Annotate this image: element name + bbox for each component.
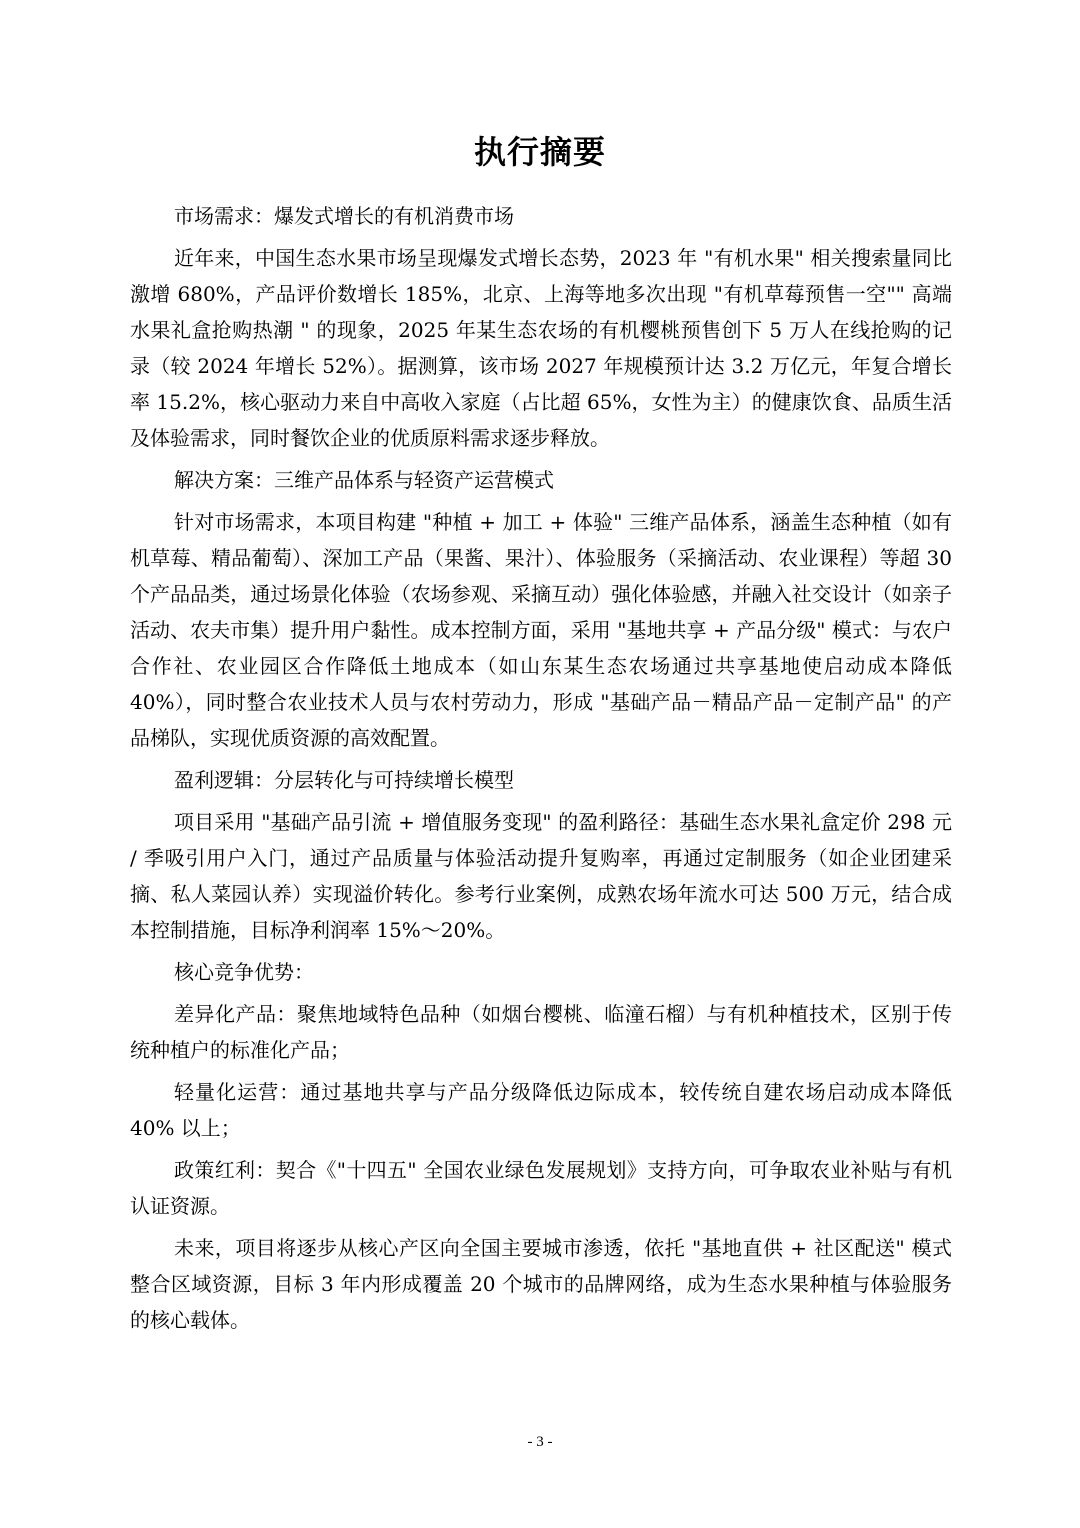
paragraph-future-outlook: 未来，项目将逐步从核心产区向全国主要城市渗透，依托 "基地直供 + 社区配送" 模式整合区域资源，目标 3 年内形成覆盖 20 个城市的品牌网络，成为生态水果种植与体验服务的核心载体。 — [130, 1236, 952, 1332]
paragraph-market-demand: 近年来，中国生态水果市场呈现爆发式增长态势，2023 年 "有机水果" 相关搜索量同比激增 680%，产品评价数增长 185%，北京、上海等地多次出现 "有机草莓预售一空"" 高端水果礼盒抢购热潮 " 的现象，2025 年某生态农场的有机樱桃预售创下 5 万人在线抢购的记录（较 2024 年增长 52%）。据测算，该市场 2027 年规模预计达 3.2 万亿元，年复合增长率 15.2%，核心驱动力来自中高收入家庭（占比超 65%，女性为主）的健康饮食、品质生活及体验需求，同时餐饮企业的优质原料需求逐步释放。 — [130, 246, 952, 450]
section-heading-market-demand: 市场需求：爆发式增长的有机消费市场 — [174, 204, 514, 228]
paragraph-solution: 针对市场需求，本项目构建 "种植 + 加工 + 体验" 三维产品体系，涵盖生态种植（如有机草莓、精品葡萄）、深加工产品（果酱、果汁）、体验服务（采摘活动、农业课程）等超 30 个产品品类，通过场景化体验（农场参观、采摘互动）强化体验感，并融入社交设计（如亲子活动、农夫市集）提升用户黏性。成本控制方面，采用 "基地共享 + 产品分级" 模式：与农户合作社、农业园区合作降低土地成本（如山东某生态农场通过共享基地使启动成本降低 40%），同时整合农业技术人员与农村劳动力，形成 "基础产品－精品产品－定制产品" 的产品梯队，实现优质资源的高效配置。 — [130, 510, 952, 750]
paragraph-profit-logic: 项目采用 "基础产品引流 + 增值服务变现" 的盈利路径：基础生态水果礼盒定价 298 元 / 季吸引用户入门，通过产品质量与体验活动提升复购率，再通过定制服务（如企业团建采摘、私人菜园认养）实现溢价转化。参考行业案例，成熟农场年流水可达 500 万元，结合成本控制措施，目标净利润率 15%～20%。 — [130, 810, 952, 942]
section-heading-core-advantages: 核心竞争优势： — [174, 960, 314, 984]
page-number: - 3 - — [527, 1434, 553, 1450]
document-body — [130, 198, 952, 1344]
paragraph-advantage-differentiation: 差异化产品：聚焦地域特色品种（如烟台樱桃、临潼石榴）与有机种植技术，区别于传统种植户的标准化产品； — [130, 1002, 952, 1062]
paragraph-advantage-light-operation: 轻量化运营：通过基地共享与产品分级降低边际成本，较传统自建农场启动成本降低 40% 以上； — [130, 1080, 952, 1140]
section-heading-profit-logic: 盈利逻辑：分层转化与可持续增长模型 — [174, 768, 514, 792]
page-title: 执行摘要 — [473, 133, 606, 171]
paragraph-advantage-policy: 政策红利：契合《"十四五" 全国农业绿色发展规划》支持方向，可争取农业补贴与有机认证资源。 — [130, 1158, 952, 1218]
section-heading-solution: 解决方案：三维产品体系与轻资产运营模式 — [174, 468, 554, 492]
